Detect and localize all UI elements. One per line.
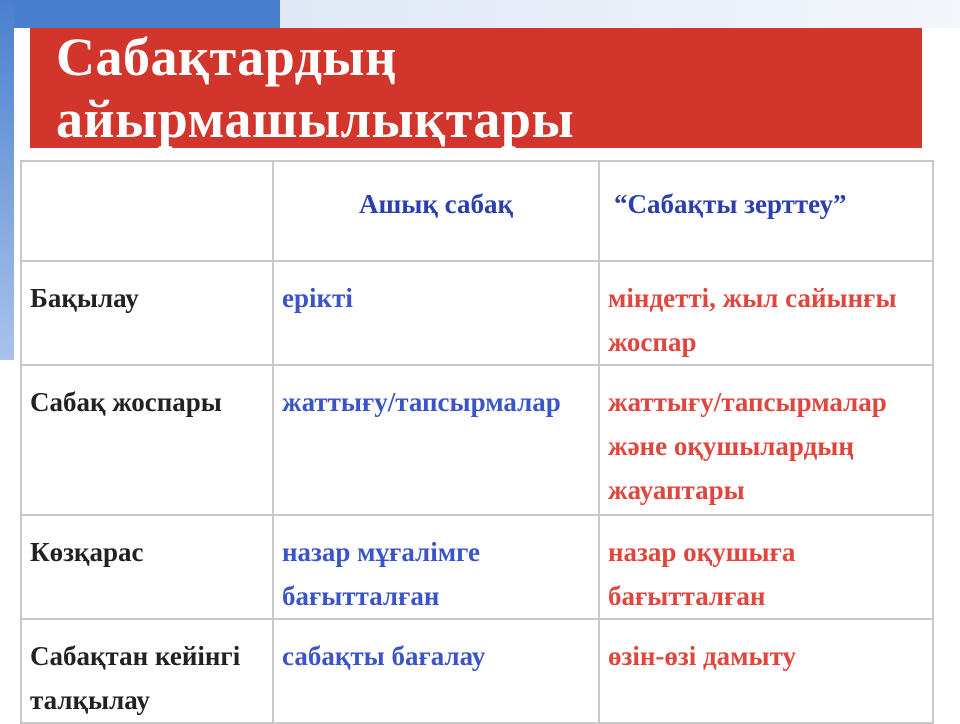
- table-row: [21, 515, 933, 619]
- lesson-study-cell: назар оқушыға бағытталған: [599, 515, 933, 619]
- lesson-study-cell: өзін-өзі дамыту: [599, 619, 933, 723]
- header-open-lesson: Ашық сабақ: [273, 161, 599, 261]
- open-lesson-cell: жаттығу/тапсырмалар: [273, 365, 599, 515]
- open-lesson-cell: сабақты бағалау: [273, 619, 599, 723]
- header-empty-cell: [21, 161, 273, 261]
- table-row: [21, 261, 933, 365]
- row-label: Бақылау: [21, 261, 273, 365]
- lesson-study-cell: міндетті, жыл сайынғы жоспар: [599, 261, 933, 365]
- table-header-row: [21, 161, 933, 261]
- row-label: Сабақ жоспары: [21, 365, 273, 515]
- table-row: [21, 365, 933, 515]
- decorative-left-stripe: [0, 0, 14, 360]
- title-banner: [30, 28, 922, 148]
- row-label: Сабақтан кейінгі талқылау: [21, 619, 273, 723]
- lesson-study-cell: жаттығу/тапсырмалар және оқушылардың жауаптары: [599, 365, 933, 515]
- open-lesson-cell: назар мұғалімге бағытталған: [273, 515, 599, 619]
- slide-title: Сабақтардың айырмашылықтары: [56, 27, 575, 149]
- header-lesson-study: “Сабақты зерттеу”: [599, 161, 933, 261]
- decorative-blue-band: [0, 0, 280, 28]
- open-lesson-cell: ерікті: [273, 261, 599, 365]
- table-row: [21, 619, 933, 723]
- decorative-light-band: [280, 0, 960, 28]
- row-label: Көзқарас: [21, 515, 273, 619]
- comparison-table: [20, 160, 934, 724]
